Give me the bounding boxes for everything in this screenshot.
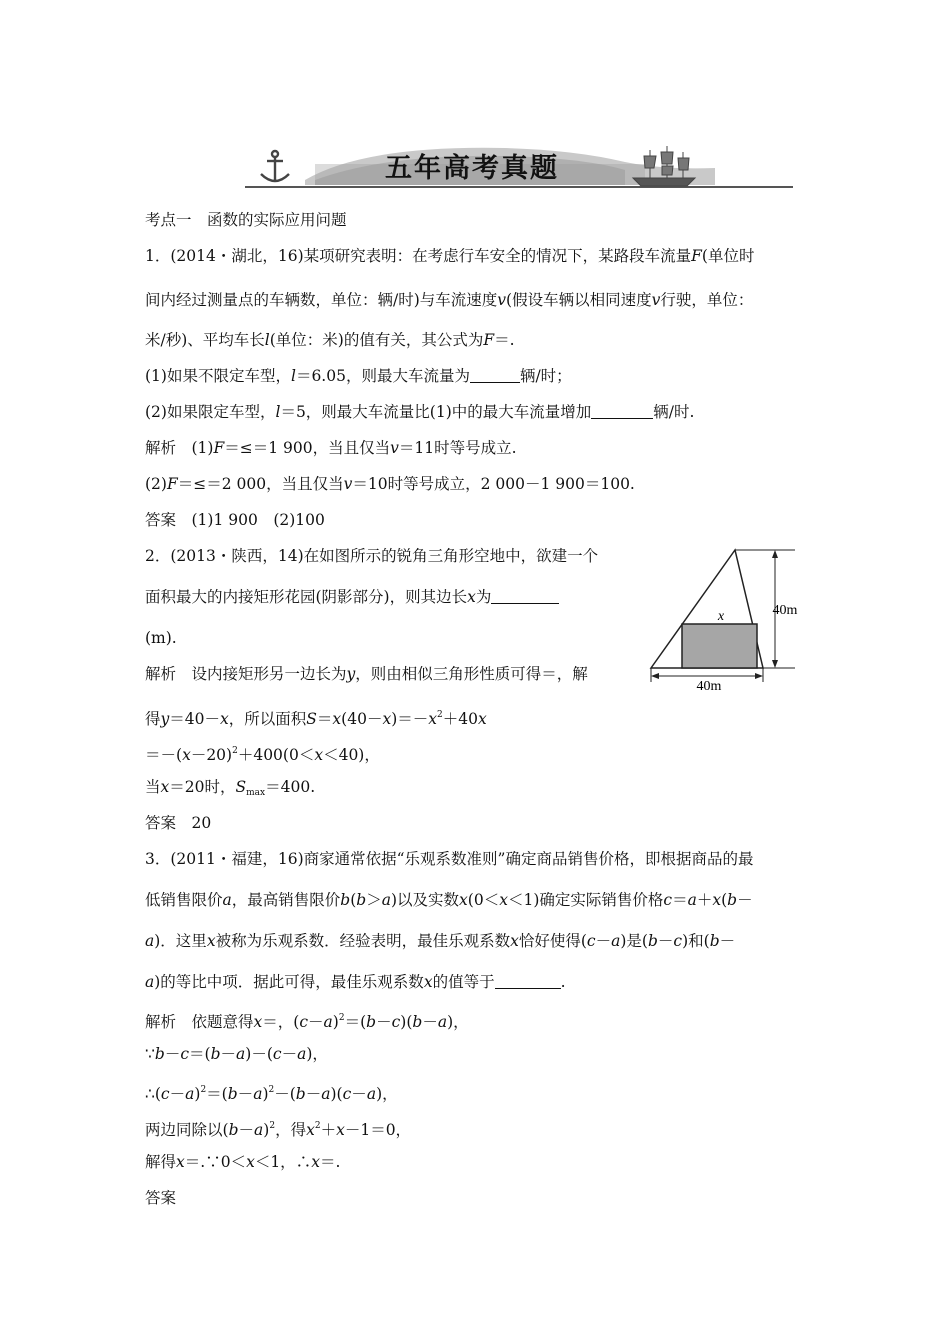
label-x: x bbox=[717, 609, 725, 624]
answer-blank bbox=[491, 589, 559, 604]
anchor-icon bbox=[261, 151, 289, 182]
q1-line-1: 1．(2014・湖北，16)某项研究表明：在考虑行车安全的情况下，某路段车流量F(单位时 bbox=[145, 247, 755, 265]
q3-line-2: 低销售限价a，最高销售限价b(b＞a)以及实数x(0＜x＜1)确定实际销售价格c＝a＋x(b－ bbox=[145, 891, 753, 909]
q3-solution-4: 两边同除以$(b-a)^2$，得$x^2+x-1=0$， bbox=[145, 1121, 412, 1139]
q2-line-1: 2．(2013・陕西，14)在如图所示的锐角三角形空地中，欲建一个 bbox=[145, 547, 599, 565]
q3-solution-3: $\therefore(c-a)^2=(b-a)^2-(b-a)(c-a)$， bbox=[145, 1085, 398, 1103]
q3-line-4: a)的等比中项．据此可得，最佳乐观系数x的值等于 . bbox=[145, 973, 566, 991]
q3-solution-1: 解析 依题意得x＝，$(c-a)^2=(b-c)(b-a)$， bbox=[145, 1013, 469, 1031]
q2-solution-2: 得y＝40－x，所以面积$S=x(40-x)=-x^2+40x$ bbox=[145, 710, 487, 728]
answer-blank bbox=[495, 974, 561, 989]
label-height: 40m bbox=[772, 603, 798, 618]
q2-solution-1: 解析 设内接矩形另一边长为y，则由相似三角形性质可得＝，解 bbox=[145, 665, 588, 683]
q2-line-2: 面积最大的内接矩形花园(阴影部分)，则其边长x为 bbox=[145, 587, 559, 607]
q2-answer: 答案 20 bbox=[145, 814, 212, 832]
q1-answer: 答案 (1)1 900 (2)100 bbox=[145, 511, 325, 529]
q3-line-3: a)．这里x被称为乐观系数．经验表明，最佳乐观系数x恰好使得(c－a)是(b－c)和(b－ bbox=[145, 932, 736, 950]
banner-title: 五年高考真题 bbox=[385, 153, 559, 184]
answer-blank bbox=[591, 404, 653, 419]
q2-solution-4: 当x＝20时，$S_{max}=400$. bbox=[145, 778, 316, 798]
q1-solution-1: 解析 (1)F＝≤＝1 900，当且仅当v＝11时等号成立. bbox=[145, 439, 517, 457]
q1-line-2: 间内经过测量点的车辆数，单位：辆/时)与车流速度v(假设车辆以相同速度v行驶，单位： bbox=[145, 291, 754, 309]
q1-part-1: (1)如果不限定车型，l＝6.05，则最大车流量为 辆/时； bbox=[145, 367, 572, 385]
q3-solution-2: ∵b－c＝(b－a)－(c－a)， bbox=[145, 1045, 328, 1063]
q1-part-2: (2)如果限定车型，l＝5，则最大车流量比(1)中的最大车流量增加 辆/时. bbox=[145, 403, 695, 421]
q2-solution-3: $=-(x-20)^2+400(0<x<40)$， bbox=[145, 746, 380, 764]
q3-line-1: 3．(2011・福建，16)商家通常依据“乐观系数准则”确定商品销售价格，即根据商品的最 bbox=[145, 850, 754, 868]
q3-solution-5: 解得x＝.∵0＜x＜1，∴x＝. bbox=[145, 1153, 341, 1171]
triangle-figure bbox=[645, 540, 805, 692]
label-base: 40m bbox=[696, 679, 722, 692]
q3-answer: 答案 bbox=[145, 1189, 177, 1207]
section-heading: 考点一 函数的实际应用问题 bbox=[145, 211, 347, 229]
answer-blank bbox=[470, 368, 520, 383]
q1-line-3: 米/秒)、平均车长l(单位：米)的值有关，其公式为F＝. bbox=[145, 331, 515, 349]
q1-solution-2: (2)F＝≤＝2 000，当且仅当v＝10时等号成立，2 000－1 900＝100. bbox=[145, 475, 635, 493]
q2-line-3: (m). bbox=[145, 629, 177, 647]
inscribed-rectangle bbox=[682, 624, 757, 668]
